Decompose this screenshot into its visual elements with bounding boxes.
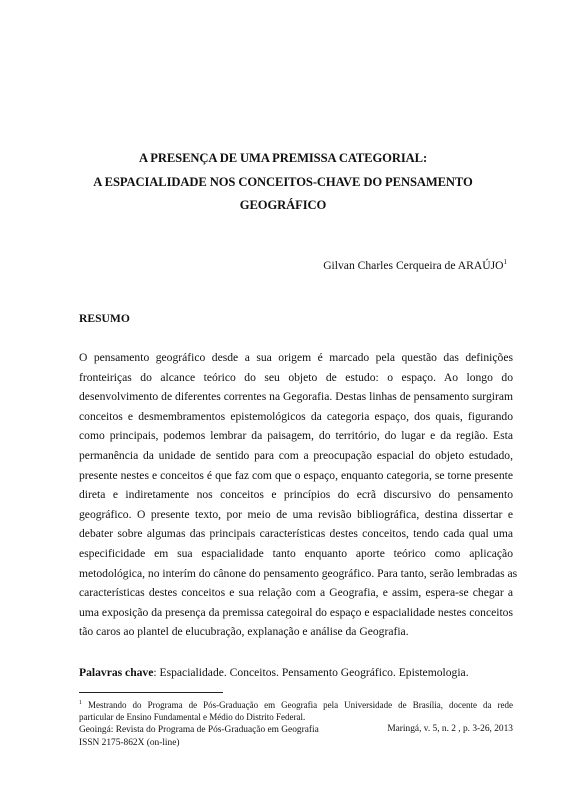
abstract-line: fronteiriças do alcance teórico do seu objeto de estudo: o espaço. Ao longo do bbox=[79, 370, 513, 384]
abstract-body bbox=[79, 348, 518, 642]
abstract-line: debater sobre algumas das principais características destes conceitos, tendo cada qual uma bbox=[79, 527, 513, 541]
abstract-line: como principais, podemos lembrar da paisagem, do território, do lugar e da região. Esta bbox=[79, 429, 513, 443]
page-footer-citation: Maringá, v. 5, n. 2 , p. 3-26, 2013 bbox=[387, 724, 513, 734]
abstract-line: tão caros ao plantel de elucubração, explanação e análise da Geografia. bbox=[79, 625, 409, 639]
footnote-line bbox=[79, 697, 513, 711]
footnote-mark: 1 bbox=[79, 700, 82, 706]
title-line-1: A PRESENÇA DE UMA PREMISSA CATEGORIAL: bbox=[138, 151, 428, 165]
abstract-line: O pensamento geográfico desde a sua origem é marcado pela questão das definições bbox=[79, 351, 513, 364]
keywords-label: Palavras chave bbox=[79, 666, 154, 679]
abstract-heading: RESUMO bbox=[79, 312, 130, 325]
abstract-line: uma exposição da presença da premissa categoiral do espaço e espacialidade nestes conceitos bbox=[79, 605, 513, 619]
author-name: Gilvan Charles Cerqueira de ARAÚJO bbox=[323, 259, 504, 272]
journal-issn: ISSN 2175-862X (on-line) bbox=[79, 737, 180, 748]
footnote-line: particular de Ensino Fundamental e Médio do Distrito Federal. bbox=[79, 712, 306, 722]
abstract-line: características destes conceitos e sua relação com a Geografia, e assim, espera-se chegar a bbox=[79, 586, 513, 600]
abstract-line: metodológica, no interím do cânone do pensamento geográfico. Para tanto, serão lembradas as bbox=[79, 566, 518, 580]
journal-name: Geoingá: Revista do Programa de Pós-Graduação em Geografia bbox=[79, 725, 319, 735]
author-line bbox=[323, 258, 507, 272]
abstract-line: direta e indiretamente nos conceitos e princípios do ecrã discursivo do pensamento bbox=[79, 488, 513, 502]
keywords-line bbox=[79, 666, 469, 679]
abstract-line: geográfico. O presente texto, por meio de uma revisão bibliográfica, destina dissertar e bbox=[79, 507, 513, 521]
author-footnote-mark: 1 bbox=[503, 258, 507, 266]
keywords-text: : Espacialidade. Conceitos. Pensamento Geográfico. Epistemologia. bbox=[153, 666, 469, 679]
abstract-line: especificidade em sua espacialidade tanto enquanto aporte teórico como aplicação bbox=[79, 546, 513, 560]
abstract-line: desenvolvimento de diferentes correntes na Gegorafia. Destas linhas de pensamento surgiram bbox=[79, 390, 513, 404]
title-line-2: A ESPACIALIDADE NOS CONCEITOS-CHAVE DO PENSAMENTO bbox=[93, 174, 473, 189]
abstract-line: conceitos e desmembramentos epistemológicos da categoria espaço, dos quais, figurando bbox=[79, 409, 513, 423]
abstract-line: permanência da unidade de sentido para com a preocupação espacial do objeto estudado, bbox=[79, 448, 513, 462]
title-line-3: GEOGRÁFICO bbox=[239, 198, 327, 212]
footnote-divider bbox=[79, 692, 223, 693]
footnote bbox=[79, 697, 513, 723]
page-footer-left bbox=[79, 724, 319, 749]
footnote-text: Mestrando do Programa de Pós-Graduação em Geografia pela Universidade de Brasília, docente da rede bbox=[82, 700, 513, 710]
article-title bbox=[60, 147, 506, 218]
abstract-line: presente nestes e conceitos é que faz com que o espaço, enquanto categoria, se torne presente bbox=[79, 468, 513, 482]
